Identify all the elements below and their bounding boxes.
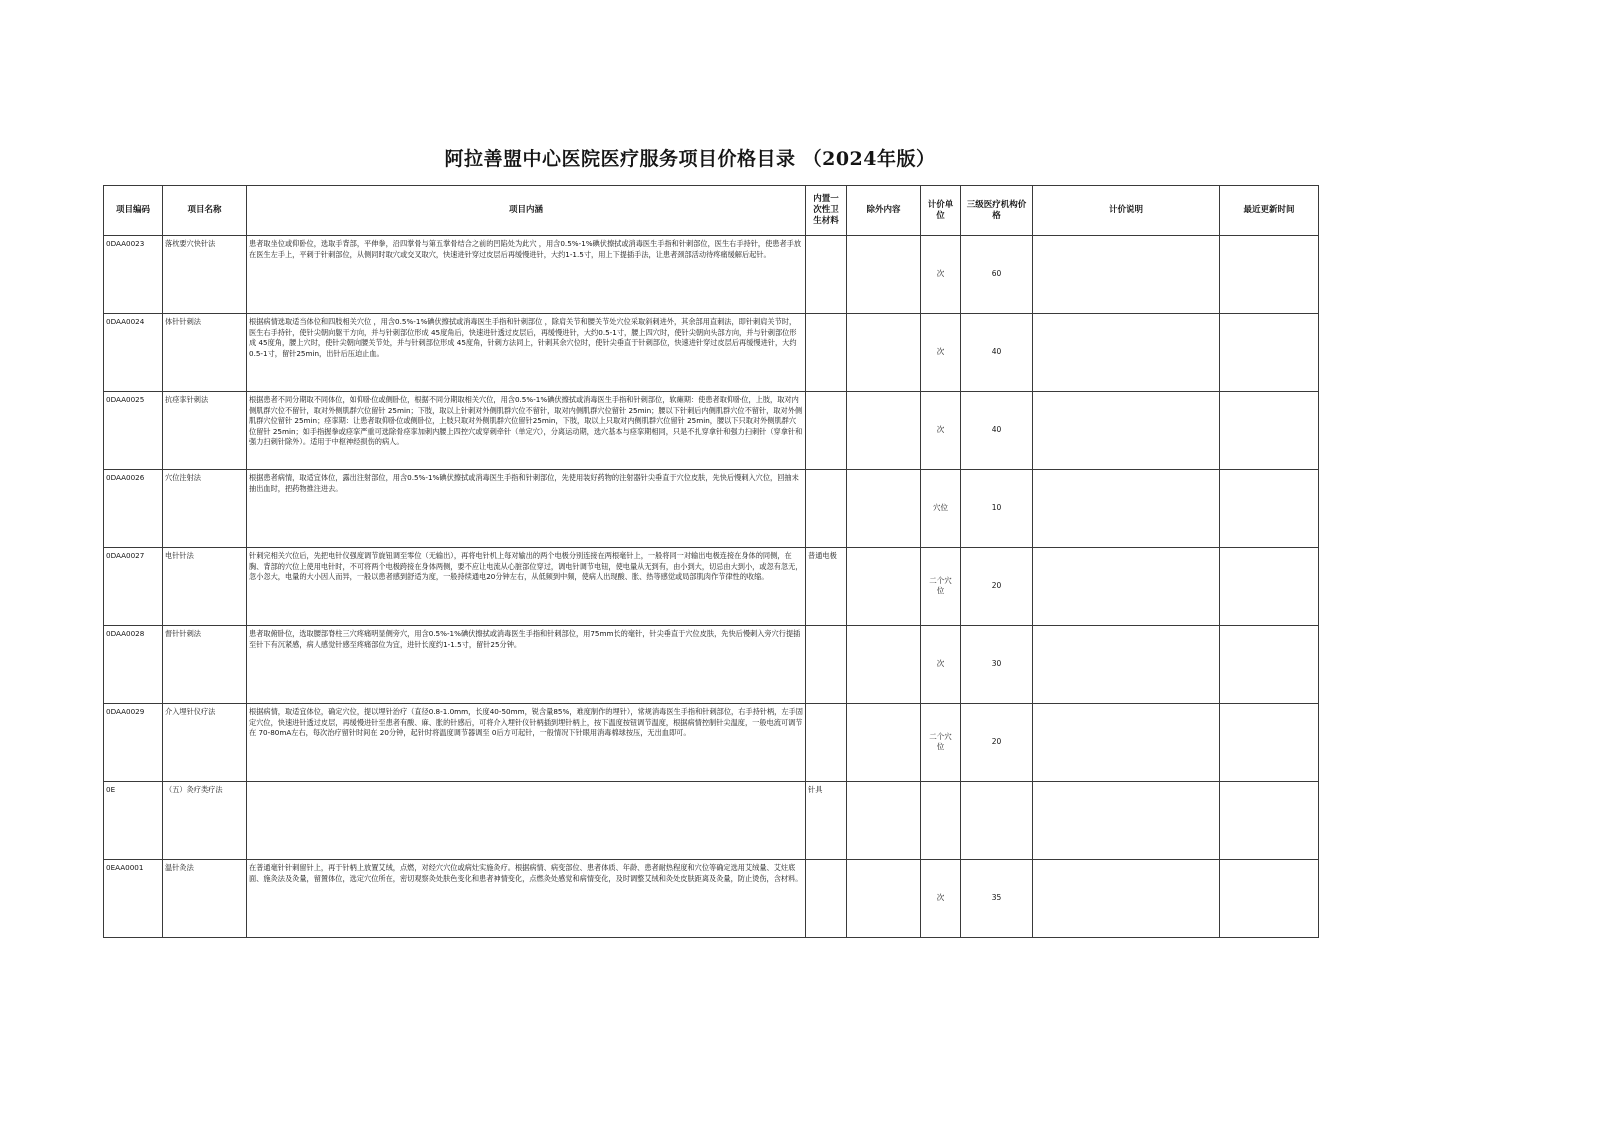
table-row [104, 548, 1319, 626]
item-code: 0DAA0023 [104, 236, 163, 314]
item-note [1033, 470, 1220, 548]
item-excluded [847, 314, 921, 392]
item-price: 60 [961, 236, 1033, 314]
item-unit: 次 [921, 314, 961, 392]
header-updated: 最近更新时间 [1220, 186, 1319, 236]
table-row [104, 860, 1319, 938]
header-row [104, 186, 1319, 236]
item-code: 0DAA0029 [104, 704, 163, 782]
item-name: 介入埋针仪疗法 [163, 704, 247, 782]
item-name: 温针灸法 [163, 860, 247, 938]
item-updated [1220, 626, 1319, 704]
item-note [1033, 236, 1220, 314]
item-code: 0E [104, 782, 163, 860]
item-name: 落枕要穴快针法 [163, 236, 247, 314]
header-material-label: 内置一次性卫生材料 [813, 194, 839, 226]
item-excluded [847, 236, 921, 314]
item-updated [1220, 392, 1319, 470]
price-table [103, 185, 1319, 938]
item-material [806, 392, 847, 470]
item-note [1033, 782, 1220, 860]
item-unit: 二个穴位 [921, 548, 961, 626]
item-material [806, 860, 847, 938]
item-note [1033, 392, 1220, 470]
item-excluded [847, 704, 921, 782]
item-material [806, 470, 847, 548]
item-unit: 二个穴位 [921, 704, 961, 782]
item-code: 0DAA0026 [104, 470, 163, 548]
item-unit: 穴位 [921, 470, 961, 548]
header-price [961, 186, 1033, 236]
item-material [806, 314, 847, 392]
item-content: 在普通毫针针刺留针上，再于针柄上放置艾绒，点燃，对经穴穴位或病灶实施灸疗。根据病情、病变部位、患者体质、年龄、患者耐热程度和穴位等确定选用艾绒量、艾炷底面、施灸法及灸量，留置体位，选定穴位所在，密切观察灸处肤色变化和患者神情变化，点燃灸处感觉和病情变化，及时调整艾绒和灸处皮肤距离及灸量，防止烫伤，含材料。 [247, 860, 806, 938]
item-material [806, 626, 847, 704]
item-excluded [847, 392, 921, 470]
item-updated [1220, 704, 1319, 782]
item-name: 体针针刺法 [163, 314, 247, 392]
item-unit: 次 [921, 392, 961, 470]
header-name: 项目名称 [163, 186, 247, 236]
item-unit: 次 [921, 236, 961, 314]
table-row [104, 704, 1319, 782]
item-content: 根据患者病情，取适宜体位，露出注射部位，用含0.5%-1%碘伏擦拭或消毒医生手指和针刺部位，先使用装好药物的注射器针尖垂直于穴位皮肤，先快后慢刺入穴位，回抽未抽出血时，把药物推注进去。 [247, 470, 806, 548]
item-material [806, 704, 847, 782]
item-price: 20 [961, 704, 1033, 782]
item-content: 根据患者不同分期取不同体位，如仰卧位或侧卧位，根据不同分期取相关穴位，用含0.5%-1%碘伏擦拭或消毒医生手指和针刺部位，软瘫期：使患者取仰卧位，上肢，取对内侧肌群穴位不留针，取对外侧肌群穴位留针 25min；下肢，取以上针刺对外侧肌群穴位不留针，取对内侧肌群穴位留针 25min；腰以下针刺后内侧肌群穴位不留针，取对外侧肌群穴位留针 25min；痉挛期：让患者取仰卧位或侧卧位，上肢只取对外侧肌群穴位留针25min，下肢，取以上只取对内侧肌群穴位留针 25min，腰以下只取对外侧肌群穴位留针 25min；如手指握拳或痉挛严重可选除骨痉挛加刺内腰上四控穴或穿刺牵针（单定穴），分离运动期，选穴基本与痉挛期相同，只是不扎穿拿针和强力扫刺针（穿拿针和强力扫刺针除外）。适用于中枢神经损伤的病人。 [247, 392, 806, 470]
header-note: 计价说明 [1033, 186, 1220, 236]
header-material [806, 186, 847, 236]
table-row [104, 314, 1319, 392]
item-content: 根据病情选取适当体位和四肢相关穴位 ，用含0.5%-1%碘伏擦拭或消毒医生手指和针刺部位 ，除肩关节和腰关节处穴位采取斜刺进外，其余部用直刺法，即针刺肩关节时，医生右手持针，使针尖朝向躯干方向，并与针刺部位形成 45度角后，快速进针透过皮层后，再缓慢进针，大约0.5-1寸，腰上四穴时，使针尖朝向头部方向，并与针刺部位形成 45度角，腰上穴时，使针尖朝向腰关节处，并与针刺部位形成 45度角，针刺方法同上，针刺其余穴位时，使针尖垂直于针刺部位，快速进针穿过皮层后再缓慢进针，大约0.5-1寸，留针25min，出针后压迫止血。 [247, 314, 806, 392]
item-price [961, 782, 1033, 860]
item-updated [1220, 236, 1319, 314]
table-row [104, 782, 1319, 860]
header-excluded: 除外内容 [847, 186, 921, 236]
item-name: 电针针法 [163, 548, 247, 626]
item-name: 抗痉挛针刺法 [163, 392, 247, 470]
item-name: 穴位注射法 [163, 470, 247, 548]
item-unit: 次 [921, 860, 961, 938]
table-row [104, 626, 1319, 704]
item-updated [1220, 314, 1319, 392]
item-unit [921, 782, 961, 860]
item-excluded [847, 626, 921, 704]
item-content: 患者取俯卧位，选取腰部脊柱三穴疼痛明显侧旁穴，用含0.5%-1%碘伏擦拭或消毒医生手指和针刺部位，用75mm长的毫针，针尖垂直于穴位皮肤，先快后慢刺入旁穴行提插至针下有沉紧感，病人感觉针感至疼痛部位为宜，进针长度约1-1.5寸，留针25分钟。 [247, 626, 806, 704]
item-price: 40 [961, 392, 1033, 470]
header-unit-label: 计价单位 [927, 199, 954, 221]
item-price: 20 [961, 548, 1033, 626]
item-content: 根据病情，取适宜体位，确定穴位，提以埋针治疗（直径0.8-1.0mm，长度40-50mm，锐含量85%，难度制作的埋针），常规消毒医生手指和针刺部位，右手持针柄，左手固定穴位，快速进针透过皮层，再缓慢进针至患者有酸、麻、胀的针感后，可将介入埋针仪针柄插到埋针柄上，按下温度按钮调节温度，根据病情控制针尖温度，一般电流可调节在 70-80mA左右，每次治疗留针时间在 20分钟，起针时将温度调节器调至 0后方可起针，一般情况下针眼用消毒棉球按压，无出血即可。 [247, 704, 806, 782]
header-unit [921, 186, 961, 236]
item-note [1033, 626, 1220, 704]
item-excluded [847, 860, 921, 938]
item-price: 40 [961, 314, 1033, 392]
item-content: 患者取坐位或仰卧位，选取手背部，平伸拳，沿四掌骨与第五掌骨结合之前的凹陷处为此穴 ，用含0.5%-1%碘伏擦拭或消毒医生手指和针刺部位，医生右手持针，使患者手放在医生左手上，平刺于针刺部位，从侧同时取穴或交叉取穴，快速进针穿过皮层后再缓慢进针，大约1-1.5寸，用上下提插手法，让患者颈部活动待疼痛缓解后起针。 [247, 236, 806, 314]
item-content: 针刺完相关穴位后，先把电针仪强度调节旋钮调至零位（无输出），再将电针机上每对输出的两个电极分别连接在两根毫针上，一般将同一对输出电极连接在身体的同侧，在胸、背部的穴位上使用电针时，不可将两个电极跨接在身体两侧，要不应让电流从心脏部位穿过，调电针调节电钮，使电量从无到有，由小到大，切忌由大到小，或忽有忽无，忽小忽大，电量的大小因人而异，一般以患者感到舒适为度，一般持续通电20分钟左右，从低频到中频，使病人出现酸、胀、热等感觉或局部肌肉作节律性的收缩。 [247, 548, 806, 626]
document-title: 阿拉善盟中心医院医疗服务项目价格目录 （2024年版） [444, 148, 936, 170]
item-excluded [847, 470, 921, 548]
item-updated [1220, 548, 1319, 626]
item-code: 0DAA0025 [104, 392, 163, 470]
item-code: 0DAA0028 [104, 626, 163, 704]
item-material: 针具 [806, 782, 847, 860]
item-code: 0DAA0024 [104, 314, 163, 392]
item-note [1033, 548, 1220, 626]
item-content [247, 782, 806, 860]
header-price-label: 三级医疗机构价格 [966, 199, 1027, 221]
item-note [1033, 314, 1220, 392]
item-excluded [847, 782, 921, 860]
header-code: 项目编码 [104, 186, 163, 236]
item-note [1033, 704, 1220, 782]
item-price: 10 [961, 470, 1033, 548]
item-material [806, 236, 847, 314]
item-code: 0DAA0027 [104, 548, 163, 626]
item-updated [1220, 860, 1319, 938]
item-material: 普通电极 [806, 548, 847, 626]
item-code: 0EAA0001 [104, 860, 163, 938]
item-name: （五）灸疗类疗法 [163, 782, 247, 860]
item-note [1033, 860, 1220, 938]
table-row [104, 470, 1319, 548]
item-updated [1220, 470, 1319, 548]
item-excluded [847, 548, 921, 626]
item-price: 35 [961, 860, 1033, 938]
item-unit: 次 [921, 626, 961, 704]
item-updated [1220, 782, 1319, 860]
item-name: 督针针刺法 [163, 626, 247, 704]
table-row [104, 236, 1319, 314]
header-content: 项目内涵 [247, 186, 806, 236]
item-price: 30 [961, 626, 1033, 704]
table-row [104, 392, 1319, 470]
